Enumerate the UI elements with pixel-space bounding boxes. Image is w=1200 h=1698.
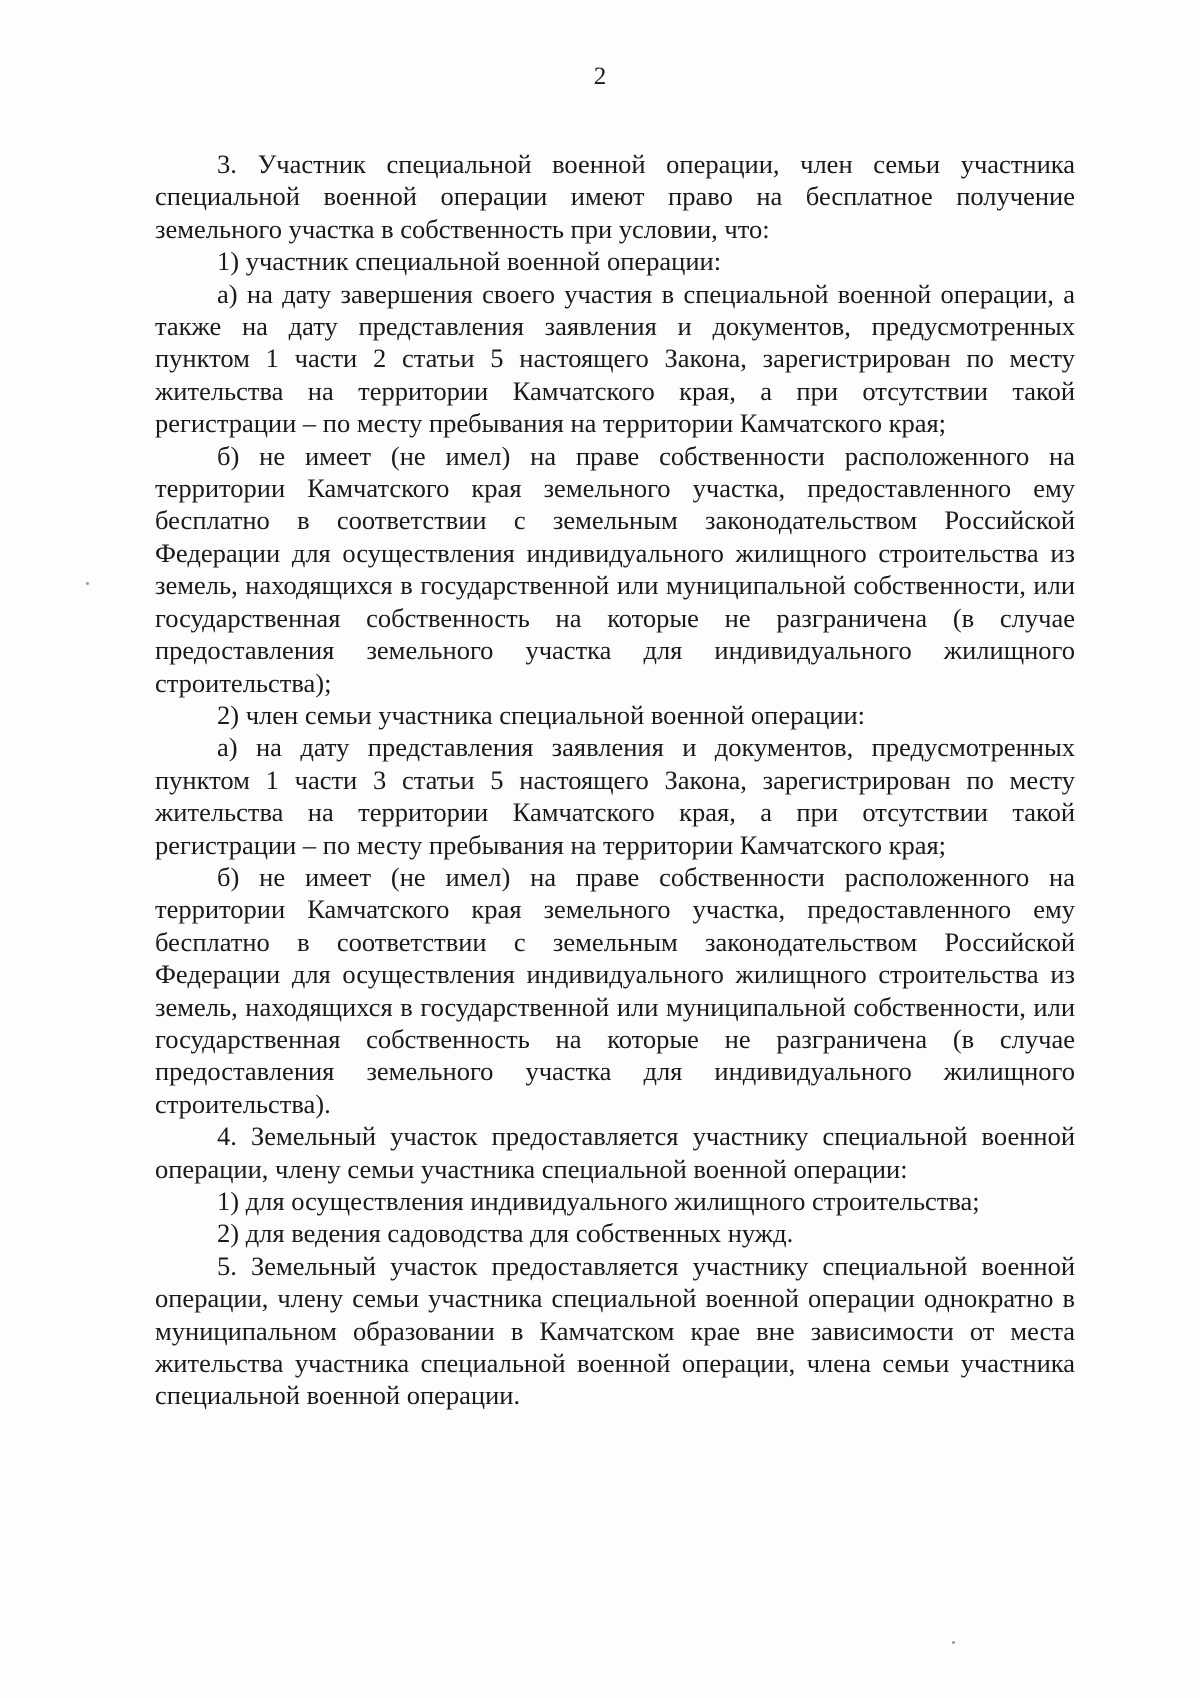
paragraph-3-2-b: б) не имеет (не имел) на праве собственности расположенного на территории Камчатского края земельного участка, предоставленного ему бесплатно в соответствии с земельным законодательством Российской Федерации для осуществления индивидуального жилищного строительства из земель, находящихся в государственной или муниципальной собственности, или государственная собственность на которые не разграничена (в случае предоставления земельного участка для индивидуального жилищного строительства). [155, 861, 1075, 1119]
paragraph-3-1-b: б) не имеет (не имел) на праве собственности расположенного на территории Камчатского края земельного участка, предоставленного ему бесплатно в соответствии с земельным законодательством Российской Федерации для осуществления индивидуального жилищного строительства из земель, находящихся в государственной или муниципальной собственности, или государственная собственность на которые не разграничена (в случае предоставления земельного участка для индивидуального жилищного строительства); [155, 440, 1075, 698]
paragraph-3-2: 2) член семьи участника специальной военной операции: [217, 699, 866, 730]
scan-speck [86, 582, 89, 585]
paragraph-4-2: 2) для ведения садоводства для собственных нужд. [217, 1218, 794, 1249]
paragraph-3-1: 1) участник специальной военной операции: [217, 246, 722, 277]
paragraph-3: 3. Участник специальной военной операции, член семьи участника специальной военной операции имеют право на бесплатное получение земельного участка в собственность при условии, что: [155, 149, 1075, 244]
paragraph-3-2-a: а) на дату представления заявления и документов, предусмотренных пунктом 1 части 3 статьи 5 настоящего Закона, зарегистрирован по месту жительства на территории Камчатского края, а при отсутствии такой регистрации – по месту пребывания на территории Камчатского края; [155, 732, 1075, 860]
page-number: 2 [593, 63, 607, 90]
paragraph-5: 5. Земельный участок предоставляется участнику специальной военной операции, члену семьи участника специальной военной операции однократно в муниципальном образовании в Камчатском крае вне зависимости от места жительства участника специальной военной операции, члена семьи участника специальной военной операции. [155, 1250, 1075, 1411]
document-body [155, 148, 1075, 1412]
scan-speck [952, 1641, 955, 1644]
paragraph-4-1: 1) для осуществления индивидуального жилищного строительства; [217, 1186, 980, 1216]
paragraph-4: 4. Земельный участок предоставляется участнику специальной военной операции, члену семьи участника специальной военной операции: [155, 1121, 1075, 1184]
paragraph-3-1-a: а) на дату завершения своего участия в специальной военной операции, а также на дату представления заявления и документов, предусмотренных пунктом 1 части 2 статьи 5 настоящего Закона, зарегистрирован по месту жительства на территории Камчатского края, а при отсутствии такой регистрации – по месту пребывания на территории Камчатского края; [155, 278, 1075, 439]
